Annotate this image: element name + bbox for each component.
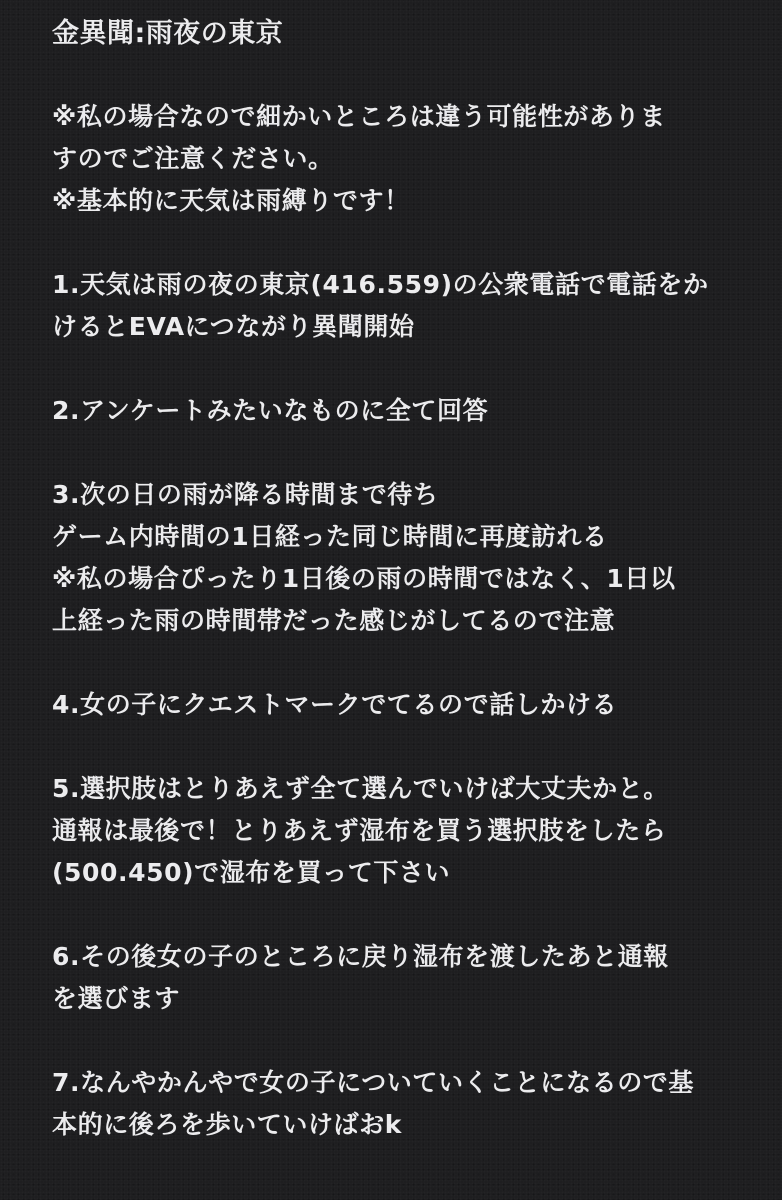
step-2 xyxy=(52,390,742,432)
intro-line: ※私の場合なので細かいところは違う可能性がありま xyxy=(52,102,666,131)
step-line: 本的に後ろを歩いていけばおk xyxy=(52,1110,403,1139)
step-line: 通報は最後で！とりあえず湿布を買う選択肢をしたら xyxy=(52,816,667,845)
step-line: 上経った雨の時間帯だった感じがしてるので注意 xyxy=(52,606,616,635)
step-line: 2.アンケートみたいなものに全て回答 xyxy=(52,396,489,425)
step-3 xyxy=(52,474,742,642)
step-line: (500.450)で湿布を買って下さい xyxy=(52,858,451,887)
step-line: 1.天気は雨の夜の東京(416.559)の公衆電話で電話をか xyxy=(52,270,709,299)
intro-line: すのでご注意ください。 xyxy=(52,144,334,173)
note-title: 金異聞:雨夜の東京 xyxy=(52,18,284,49)
step-1 xyxy=(52,264,742,348)
step-line: 3.次の日の雨が降る時間まで待ち xyxy=(52,480,439,509)
step-line: けるとEVAにつながり異聞開始 xyxy=(52,312,415,341)
step-4 xyxy=(52,684,742,726)
step-line: 5.選択肢はとりあえず全て選んでいけば大丈夫かと。 xyxy=(52,774,669,803)
intro-section xyxy=(52,96,742,222)
step-7 xyxy=(52,1062,742,1146)
intro-line: ※基本的に天気は雨縛りです！ xyxy=(52,186,410,215)
step-line: ※私の場合ぴったり1日後の雨の時間ではなく、1日以 xyxy=(52,564,676,593)
step-line: ゲーム内時間の1日経った同じ時間に再度訪れる xyxy=(52,522,608,551)
step-line: 7.なんやかんやで女の子についていくことになるので基 xyxy=(52,1068,694,1097)
step-line: を選びます xyxy=(52,984,181,1013)
step-line: 4.女の子にクエストマークでてるので話しかける xyxy=(52,690,618,719)
step-5 xyxy=(52,768,742,894)
step-6 xyxy=(52,936,742,1020)
step-line: 6.その後女の子のところに戻り湿布を渡したあと通報 xyxy=(52,942,669,971)
